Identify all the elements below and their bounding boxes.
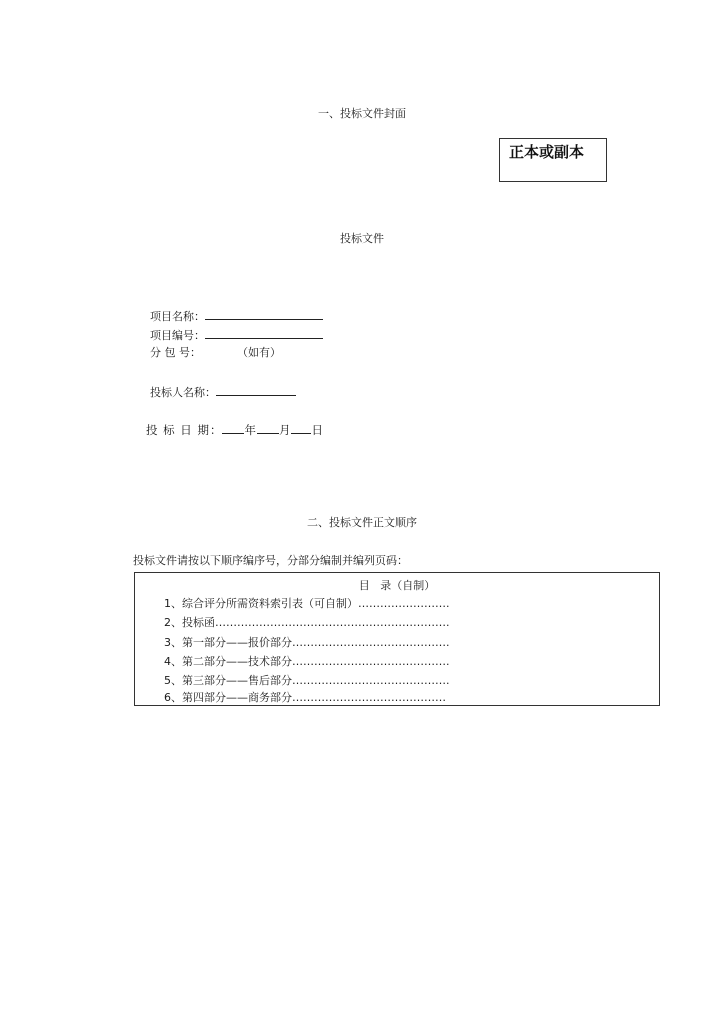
project-number-label: 项目编号： xyxy=(150,329,205,342)
day-label: 日 xyxy=(311,423,324,437)
month-blank xyxy=(257,423,279,434)
toc-item: 1、综合评分所需资料索引表（可自制）……………………. xyxy=(164,597,450,610)
bidder-name-blank xyxy=(216,385,296,396)
copy-type-label: 正本或副本 xyxy=(509,143,585,161)
bidder-name-row xyxy=(150,385,296,398)
ordering-instructions: 投标文件请按以下顺序编序号，分部分编制并编列页码： xyxy=(133,554,408,567)
project-name-row xyxy=(150,309,323,322)
year-label: 年 xyxy=(244,423,257,437)
lot-number-row xyxy=(150,347,281,358)
lot-number-label: 分 包 号： xyxy=(150,346,201,359)
section2-title: 二、投标文件正文顺序 xyxy=(307,516,417,529)
bidder-name-label: 投标人名称： xyxy=(150,386,216,399)
toc-item: 6、第四部分——商务部分…………………………………… xyxy=(164,691,446,704)
project-name-blank xyxy=(205,309,323,320)
project-name-label: 项目名称： xyxy=(150,310,205,323)
toc-item: 5、第三部分——售后部分……………………………………. xyxy=(164,674,450,687)
day-blank xyxy=(291,423,311,434)
toc-item: 4、第二部分——技术部分……………………………………. xyxy=(164,655,450,668)
year-blank xyxy=(222,423,244,434)
month-label: 月 xyxy=(278,423,292,437)
table-of-contents-box xyxy=(134,572,660,706)
toc-item: 2、投标函………………………………………………………. xyxy=(164,616,450,629)
toc-item: 3、第一部分——报价部分……………………………………. xyxy=(164,636,450,649)
bid-date-label: 投 标 日 期： xyxy=(146,423,223,437)
lot-number-note: （如有） xyxy=(237,346,281,359)
copy-type-box xyxy=(499,138,607,182)
project-number-blank xyxy=(205,328,323,339)
project-number-row xyxy=(150,328,323,341)
toc-heading: 目 录（自制） xyxy=(358,579,436,592)
section1-title: 一、投标文件封面 xyxy=(318,107,406,120)
bid-date-row xyxy=(146,423,324,437)
document-title: 投标文件 xyxy=(340,232,384,245)
